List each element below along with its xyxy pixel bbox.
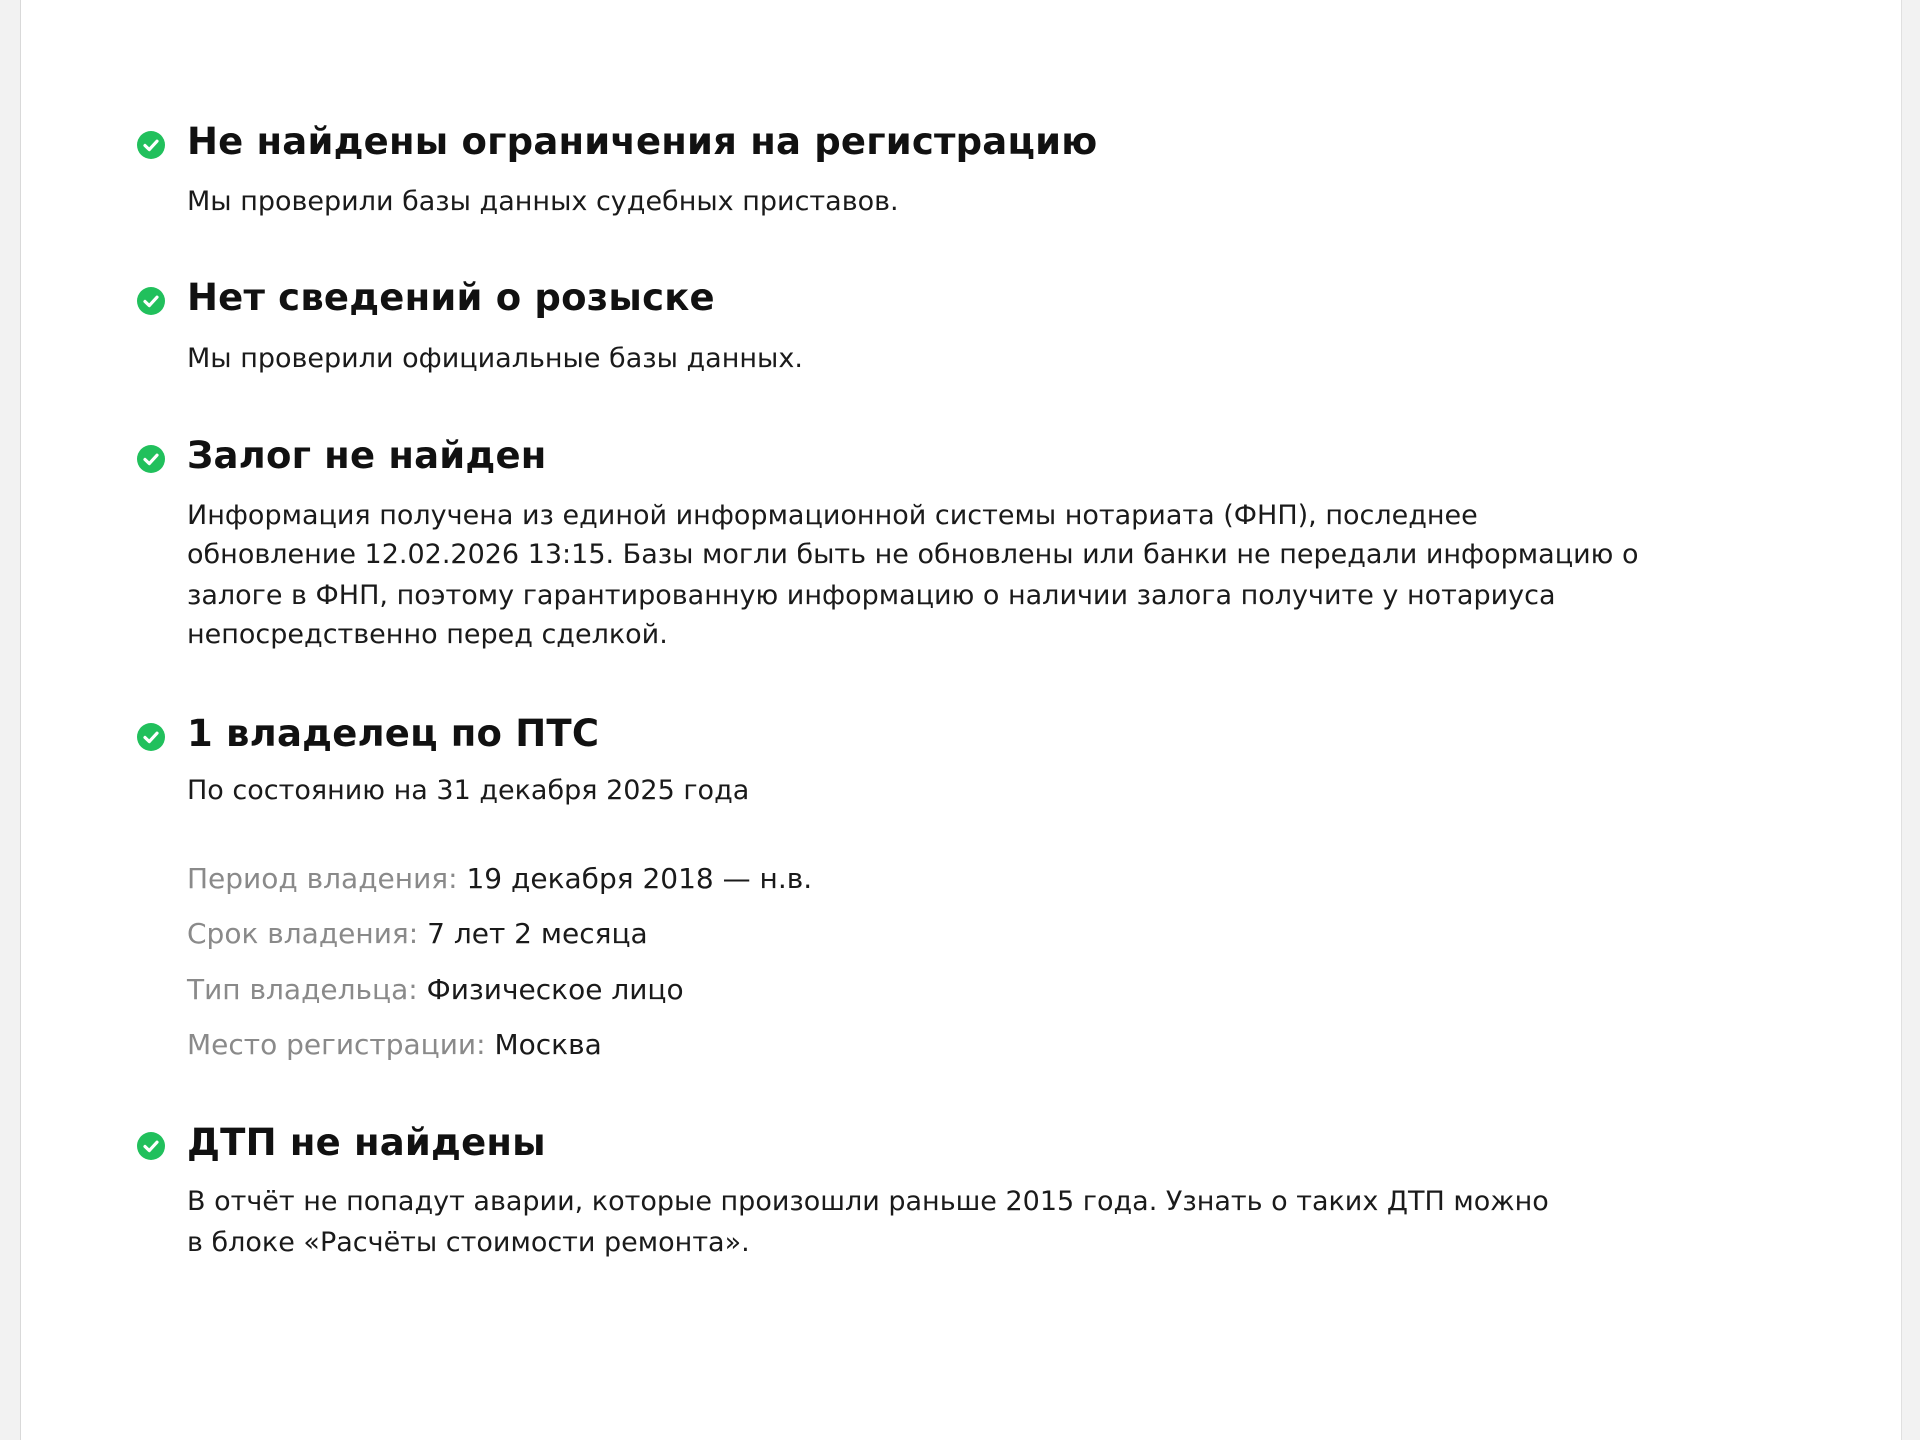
check-circle-icon [137,287,165,315]
check-desc-pledge-line-1: Информация получена из единой информационной системы нотариата (ФНП), последнее [187,500,1478,531]
report-panel [20,0,1902,1440]
check-desc-registration: Мы проверили базы данных судебных приставов. [187,186,899,217]
owner-detail-row [187,917,648,950]
detail-value: 7 лет 2 месяца [427,917,648,950]
check-title-owners: 1 владелец по ПТС [187,712,600,755]
check-title-accidents: ДТП не найдены [187,1121,546,1164]
check-circle-icon [137,445,165,473]
detail-value: 19 декабря 2018 — н.в. [466,862,813,895]
check-desc-accidents-line-1: В отчёт не попадут аварии, которые произошли раньше 2015 года. Узнать о таких ДТП можно [187,1186,1549,1217]
check-title-registration: Не найдены ограничения на регистрацию [187,120,1098,163]
owner-detail-row [187,973,684,1006]
right-gutter [1903,0,1920,1440]
detail-value: Москва [494,1028,602,1061]
check-desc-pledge-line-4: непосредственно перед сделкой. [187,619,668,650]
check-title-pledge: Залог не найден [187,434,547,477]
owner-detail-row [187,1028,602,1061]
check-circle-icon [137,131,165,159]
check-desc-owners: По состоянию на 31 декабря 2025 года [187,775,750,806]
detail-label: Срок владения: [187,917,419,950]
owner-detail-row [187,862,812,895]
check-circle-icon [137,1132,165,1160]
detail-label: Тип владельца: [187,973,418,1006]
check-desc-wanted: Мы проверили официальные базы данных. [187,343,803,374]
check-desc-accidents-line-2: в блоке «Расчёты стоимости ремонта». [187,1227,750,1258]
check-circle-icon [137,723,165,751]
detail-value: Физическое лицо [426,973,684,1006]
detail-label: Место регистрации: [187,1028,486,1061]
detail-label: Период владения: [187,862,458,895]
check-title-wanted: Нет сведений о розыске [187,276,715,319]
check-desc-pledge-line-2: обновление 12.02.2026 13:15. Базы могли быть не обновлены или банки не передали информацию о [187,539,1639,570]
check-desc-pledge-line-3: залоге в ФНП, поэтому гарантированную информацию о наличии залога получите у нотариуса [187,580,1556,611]
